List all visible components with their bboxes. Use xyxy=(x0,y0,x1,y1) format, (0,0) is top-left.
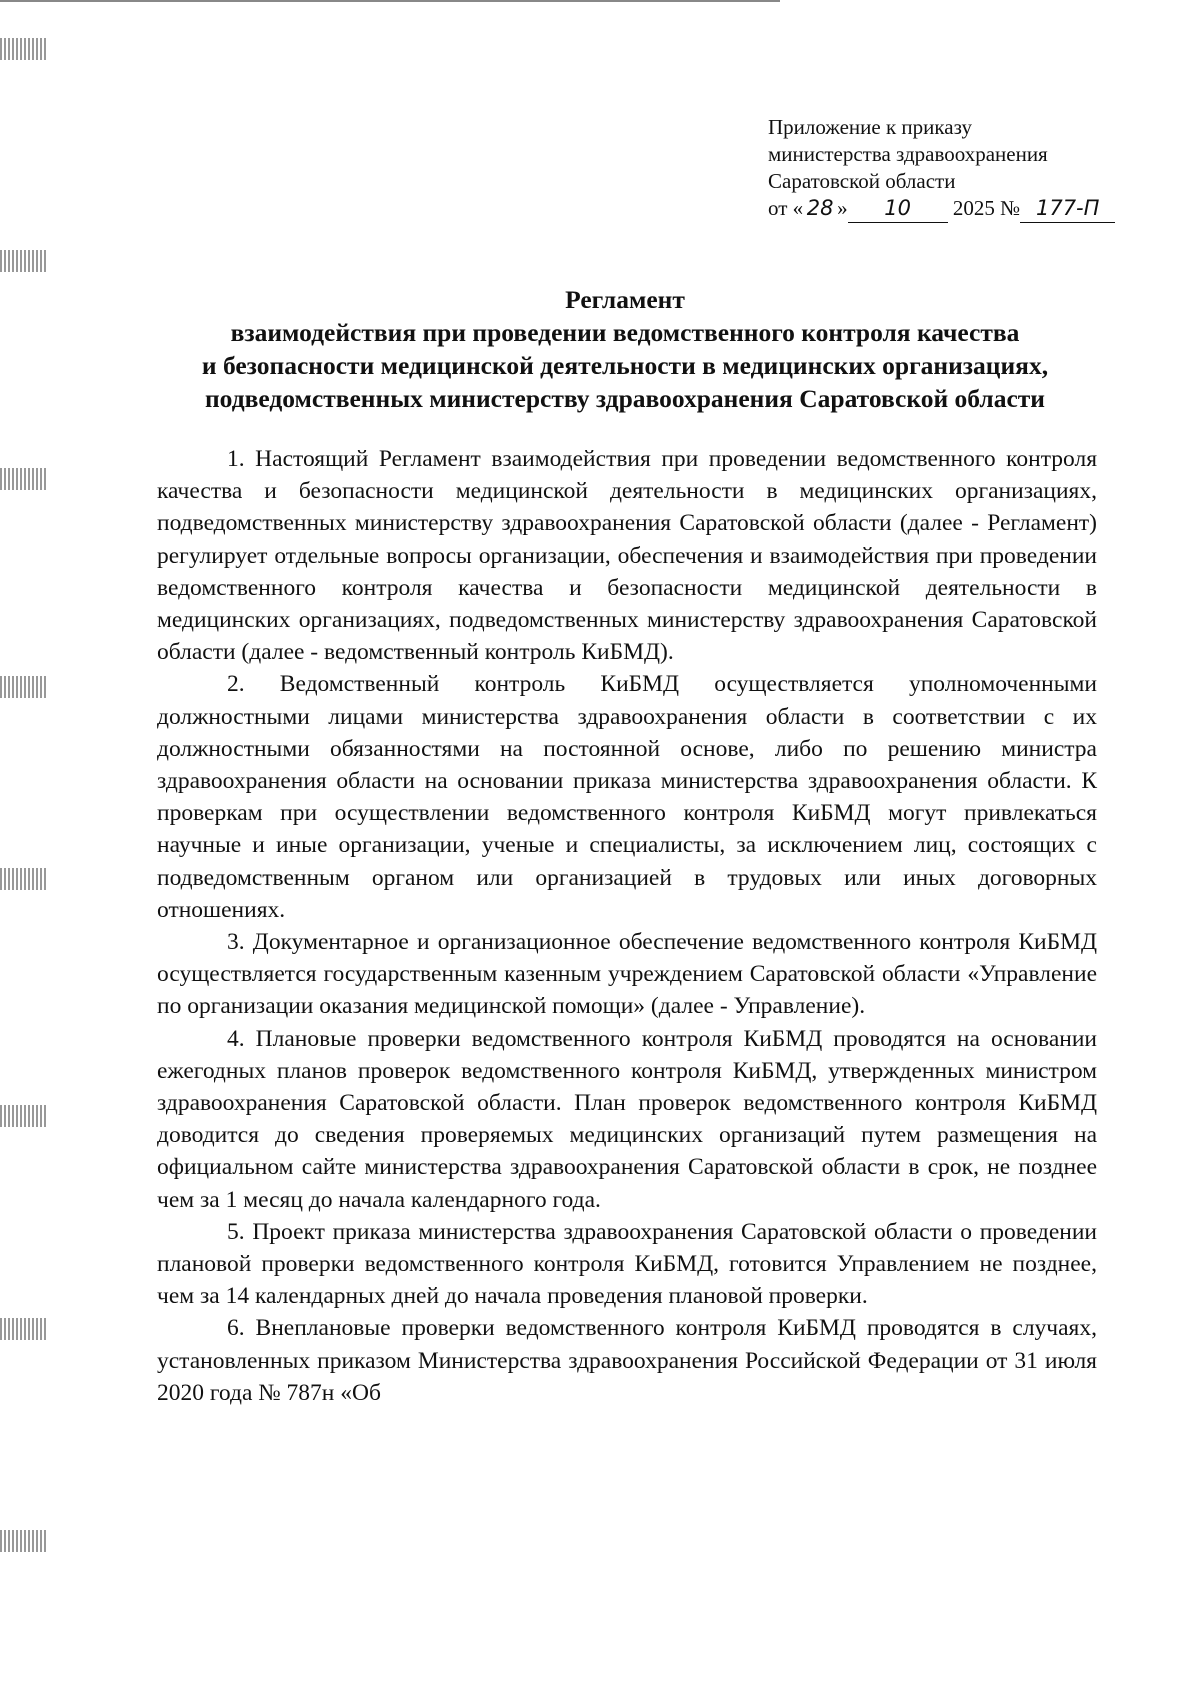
date-year-number-label: 2025 № xyxy=(952,196,1021,220)
title-line: Регламент xyxy=(565,285,685,314)
order-date-line xyxy=(768,195,1148,223)
document-body xyxy=(157,443,1097,1409)
scan-mark xyxy=(0,250,48,272)
appendix-header xyxy=(768,114,1148,223)
header-line: министерства здравоохранения xyxy=(768,142,1048,166)
scan-mark xyxy=(0,468,48,490)
date-sep: » xyxy=(837,196,848,220)
paragraph-6: 6. Внеплановые проверки ведомственного контроля КиБМД проводятся в случаях, установленных приказом Министерства здравоохранения Российской Федерации от 31 июля 2020 года № 787н «Об xyxy=(157,1315,1097,1406)
scan-mark xyxy=(0,868,48,890)
header-line: Приложение к приказу xyxy=(768,115,972,139)
scan-mark xyxy=(0,1318,48,1340)
paragraph-2: 2. Ведомственный контроль КиБМД осуществляется уполномоченными должностными лицами министерства здравоохранения области в соответствии с их должностными обязанностями на постоянной основе, либо по решению министра здравоохранения области на основании приказа министерства здравоохранения области. К проверкам при осуществлении ведомственного контроля КиБМД могут привлекаться научные и иные организации, ученые и специалисты, за исключением лиц, состоящих с подведомственным органом или организацией в трудовых или иных договорных отношениях. xyxy=(157,671,1097,923)
scan-mark xyxy=(0,676,48,698)
scan-top-edge-line xyxy=(0,0,780,2)
title-line: взаимодействия при проведении ведомственного контроля качества xyxy=(230,318,1020,347)
handwritten-order-number: 177-П xyxy=(1020,195,1115,223)
paragraph-3: 3. Документарное и организационное обеспечение ведомственного контроля КиБМД осуществляется государственным казенным учреждением Саратовской области «Управление по организации оказания медицинской помощи» (далее - Управление). xyxy=(157,929,1097,1020)
paragraph-5: 5. Проект приказа министерства здравоохранения Саратовской области о проведении плановой проверки ведомственного контроля КиБМД, готовится Управлением не позднее, чем за 14 календарных дней до начала проведения плановой проверки. xyxy=(157,1218,1097,1310)
paragraph-4: 4. Плановые проверки ведомственного контроля КиБМД проводятся на основании ежегодных планов проверок ведомственного контроля КиБМД, утвержденных министром здравоохранения Саратовской области. План проверок ведомственного контроля КиБМД доводится до сведения проверяемых медицинских организаций путем размещения на официальном сайте министерства здравоохранения Саратовской области в срок, не позднее чем за 1 месяц до начала календарного года. xyxy=(157,1025,1097,1213)
title-line: и безопасности медицинской деятельности в медицинских организациях, xyxy=(201,351,1049,380)
scan-mark xyxy=(0,38,48,60)
handwritten-month: 10 xyxy=(848,195,948,223)
document-title xyxy=(150,283,1100,415)
title-line: подведомственных министерству здравоохранения Саратовской области xyxy=(204,384,1045,413)
paragraph-1: 1. Настоящий Регламент взаимодействия при проведении ведомственного контроля качества и безопасности медицинской деятельности в медицинских организациях, подведомственных министерству здравоохранения Саратовской области (далее - Регламент) регулирует отдельные вопросы организации, обеспечения и взаимодействия при проведении ведомственного контроля качества и безопасности медицинской деятельности в медицинских организациях, подведомственных министерству здравоохранения Саратовской области (далее - ведомственный контроль КиБМД). xyxy=(157,446,1097,666)
handwritten-day: 28 xyxy=(806,196,834,220)
date-prefix: от « xyxy=(768,196,804,220)
header-line: Саратовской области xyxy=(768,169,956,193)
scan-mark xyxy=(0,1105,48,1127)
scan-mark xyxy=(0,1530,48,1552)
